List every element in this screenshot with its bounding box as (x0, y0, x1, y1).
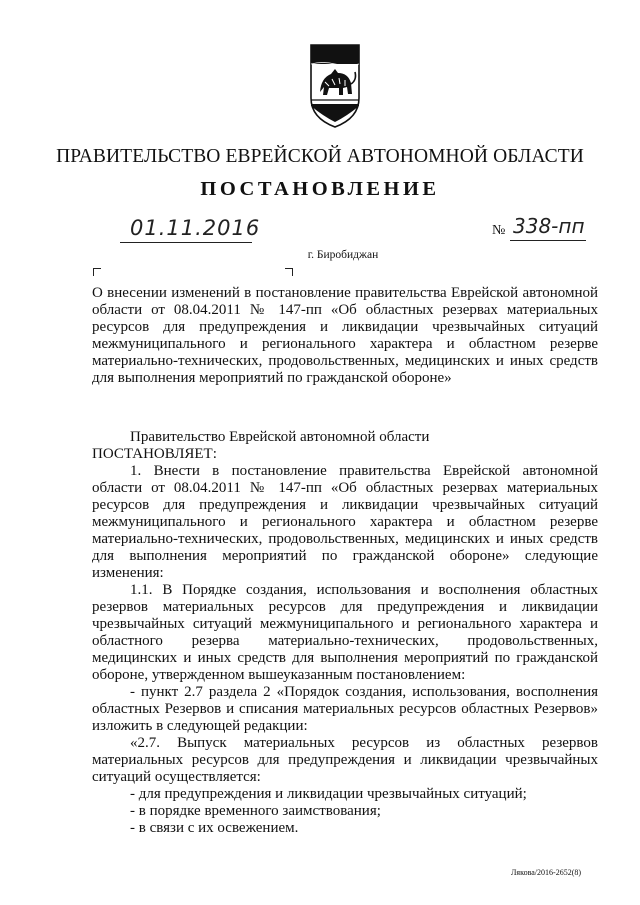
paragraph-clause-2-7: - пункт 2.7 раздела 2 «Порядок создания, использования, восполнения областных Резервов и списания материальных ресурсов областных Резервов» изложить в следующей редакции: (92, 684, 598, 734)
document-date: 01.11.2016 (130, 216, 261, 240)
document-type-heading: ПОСТАНОВЛЕНИЕ (200, 178, 440, 200)
document-number: 338-пп (513, 214, 585, 238)
footer-code: Лякова/2016-2652(8) (511, 868, 582, 877)
decree-word: ПОСТАНОВЛЯЕТ: (92, 446, 217, 462)
paragraph-2-7-text: «2.7. Выпуск материальных ресурсов из областных резервов материальных ресурсов для предупреждения и ликвидации чрезвычайных ситуаций осуществляется: (92, 735, 598, 785)
number-prefix: № (492, 223, 506, 238)
document-subject: О внесении изменений в постановление правительства Еврейской автономной области от 08.04.2011 № 147-пп «Об областных резервах материальных ресурсов для предупреждения и ликвидации чрезвычайных ситуаций межмуниципального и регионального характера и областном резерве материально-технических, продовольственных, медицинских и иных средств для выполнения мероприятий по гражданской обороне» (92, 285, 598, 386)
subject-corner-left (93, 268, 101, 276)
coat-of-arms-icon (307, 42, 363, 130)
paragraph-1: 1. Внести в постановление правительства Еврейской автономной области от 08.04.2011 № 147-пп «Об областных резервах материальных ресурсов для предупреждения и ликвидации чрезвычайных ситуаций межмуниципального и регионального характера и областном резерве материально-технических, продовольственных, медицинских и иных средств для выполнения мероприятий по гражданской обороне» следующие изменения: (92, 463, 598, 581)
government-title: ПРАВИТЕЛЬСТВО ЕВРЕЙСКОЙ АВТОНОМНОЙ ОБЛАСТИ (56, 146, 584, 167)
list-item: - для предупреждения и ликвидации чрезвычайных ситуаций; (130, 786, 527, 802)
subject-corner-right (285, 268, 293, 276)
preamble: Правительство Еврейской автономной области (130, 429, 430, 445)
list-item: - в порядке временного заимствования; (130, 803, 381, 819)
list-item: - в связи с их освежением. (130, 820, 299, 836)
date-underline (120, 242, 252, 243)
document-city: г. Биробиджан (307, 249, 379, 261)
number-underline (510, 240, 586, 241)
paragraph-1-1: 1.1. В Порядке создания, использования и восполнения областных резервов материальных ресурсов для предупреждения и ликвидации чрезвычайных ситуаций межмуниципального и регионального характера и областного резерва материально-технических, продовольственных, медицинских и иных средств для выполнения мероприятий по гражданской обороне, утвержденном вышеуказанным постановлением: (92, 582, 598, 683)
